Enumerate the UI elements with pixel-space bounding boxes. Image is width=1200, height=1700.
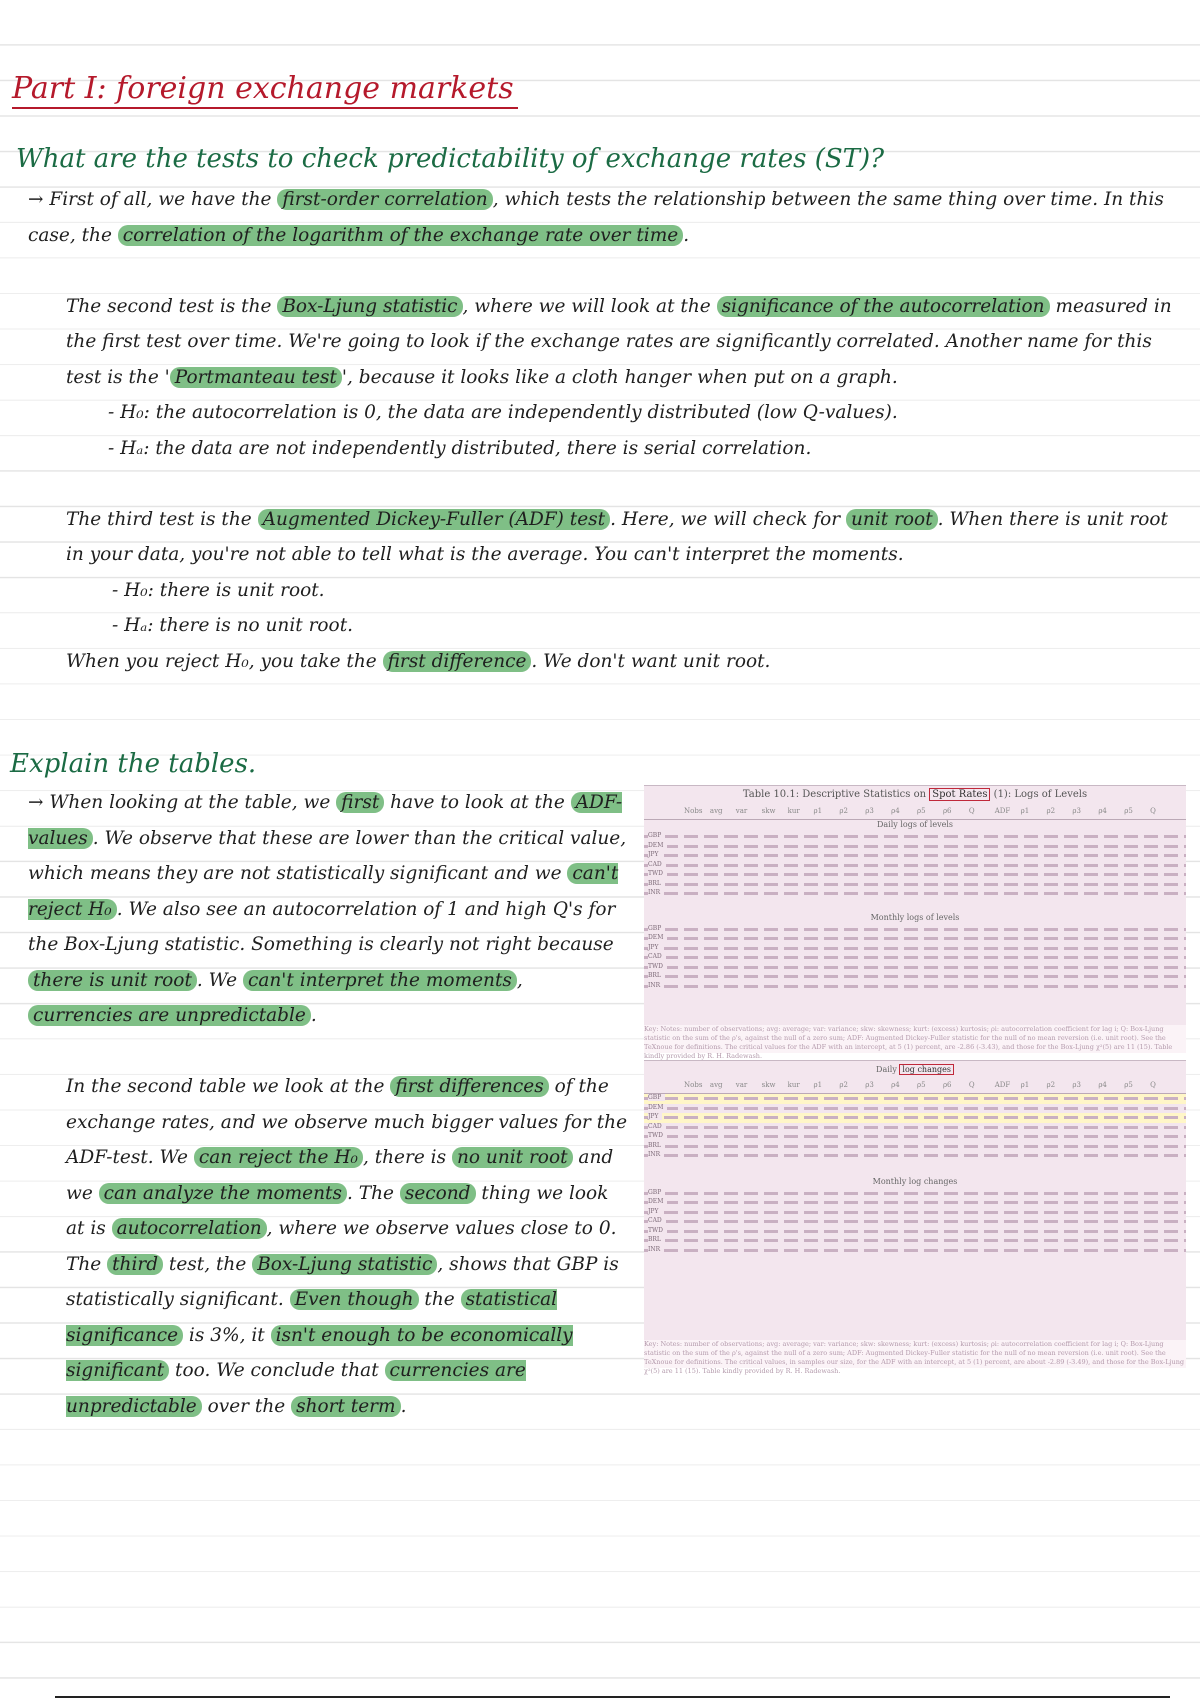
table-row	[644, 982, 1186, 992]
table-spot-rates-changes	[644, 1060, 1186, 1341]
table2-header	[644, 1079, 1186, 1094]
table-row-label: CAD	[648, 1217, 666, 1224]
table-row-label: BRL	[648, 1236, 665, 1243]
table-header-cell: ρ4	[891, 807, 900, 815]
table-row-label: INR	[648, 889, 664, 896]
highlight-log-correlation: correlation of the logarithm of the exchange rate over time	[118, 225, 683, 246]
arrow-icon: →	[28, 189, 44, 210]
table-row-label: GBP	[648, 1094, 665, 1101]
table1-daily-label: Daily logs of levels	[876, 820, 954, 829]
table-row	[644, 1104, 1186, 1114]
paragraph-adf: The third test is the Augmented Dickey-Fuller (ADF) test . Here, we will check for unit root . When there is unit root in your data, you're not able to tell what is the average. You can't interpret the moments.	[66, 508, 1168, 565]
table-header-cell: ρ5	[917, 807, 926, 815]
table2-note: Key: Notes: number of observations; avg: average; var: variance; skw: skewness; kurt: (excess) kurtosis; ρi: autocorrelation coefficient for lag i; Q: Box-Ljung statistic on the sum of the ρ's, against the null of a zero sum; ADF: Augmented Dickey-Fuller statistic for the null of no mean reversion (i.e. unit root). See the TeXnoue for definitions. The critical values, in samples our size, for the ADF with an intercept, at 5 (1) percent, are about -2.89 (-3.49), and those for the Box-Ljung χ²(5) are 11 (15). Table kindly provided by R. H. Radewash.	[644, 1340, 1185, 1375]
table-row-label: INR	[648, 982, 664, 989]
table1-boxed-spot-rates: Spot Rates	[929, 788, 990, 801]
highlight-portmanteau: Portmanteau test	[170, 367, 342, 388]
table-row-label: INR	[648, 1151, 664, 1158]
table-row	[644, 963, 1186, 973]
table-header-cell: Nobs	[684, 807, 703, 815]
highlight-unit-root: unit root	[846, 509, 938, 530]
table-header-cell: avg	[709, 807, 723, 815]
table-row-label: GBP	[648, 832, 665, 839]
bullet-ha-serial-correlation: - Hₐ: the data are not independently distributed, there is serial correlation.	[108, 437, 812, 459]
table-header-cell: ρ3	[865, 807, 874, 815]
table-row	[644, 1094, 1186, 1104]
table-row	[644, 925, 1186, 935]
bullet-h0-autocorrelation: - H₀: the autocorrelation is 0, the data are independently distributed (low Q-values).	[108, 402, 898, 423]
table-row	[644, 1189, 1186, 1199]
table-header-cell: ρ1	[1020, 807, 1030, 815]
table-row	[644, 861, 1186, 871]
paragraph-first-order: → First of all, we have the first-order correlation , which tests the relationship between the same thing over time. In this case, the correlation of the logarithm of the exchange rate over time .	[28, 189, 1164, 246]
table-row	[644, 1246, 1186, 1256]
table-header-cell: kur	[787, 807, 800, 815]
table1-note: Key: Notes: number of observations; avg: average; var: variance; skw: skewness; kurt: (excess) kurtosis; ρi: autocorrelation coefficient for lag i; Q: Box-Ljung statistic on the sum of the ρ's, against the null of a zero sum; ADF: Augmented Dickey-Fuller statistic for the null of no mean reversion (i.e. unit root). See the TeXnoue for definitions. The critical values for the ADF with an intercept, at 5 (1) percent, are -2.86 (-3.43), and those for the Box-Ljung χ²(5) are 11 (15). Table kindly provided by R. H. Radewash.	[644, 1025, 1186, 1053]
table-header-cell: ρ4	[1098, 807, 1107, 815]
table-header-cell: kur	[787, 1081, 800, 1089]
table-header-cell: ρ3	[1072, 1081, 1081, 1089]
table-row-label: TWD	[648, 1132, 667, 1139]
table-row	[644, 842, 1186, 852]
table-header-cell: skw	[761, 1081, 776, 1089]
table-row-label: GBP	[648, 925, 665, 932]
table-row	[644, 1208, 1186, 1218]
arrow-icon: →	[28, 792, 44, 813]
bullet-h0-unit-root: - H₀: there is unit root.	[112, 579, 325, 601]
table-row	[644, 1227, 1186, 1237]
table2-daily-label: Daily log changes	[644, 1061, 1186, 1079]
bullet-ha-no-unit-root: - Hₐ: there is no unit root.	[112, 615, 354, 636]
table-header-cell: var	[735, 807, 748, 815]
table-header-cell: Q	[968, 1081, 975, 1089]
statistics-tables-image	[644, 785, 1186, 1375]
table-header-cell: ρ3	[1072, 807, 1081, 815]
table2-boxed-log-changes: log changes	[899, 1064, 954, 1075]
table-row	[644, 1151, 1186, 1161]
section-heading-tests: What are the tests to check predictability of exchange rates (ST)?	[16, 144, 885, 174]
table-header-cell: avg	[709, 1081, 723, 1089]
table-row-label: TWD	[648, 870, 667, 877]
table-header-cell: ρ1	[1020, 1081, 1030, 1089]
table-row	[644, 944, 1186, 954]
table-header-cell: ρ5	[1124, 807, 1133, 815]
table-row-label: TWD	[648, 1227, 667, 1234]
table-row	[644, 832, 1186, 842]
table-row	[644, 1236, 1186, 1246]
table-row	[644, 1113, 1186, 1123]
table-row	[644, 972, 1186, 982]
table-row-label: CAD	[648, 1123, 666, 1130]
table-row	[644, 889, 1186, 899]
table-row-label: BRL	[648, 1142, 665, 1149]
paragraph-second-table: In the second table we look at the first differences of the exchange rates, and we observe much bigger values for the ADF-test. We can reject the H₀ , there is no unit root and we can analyze the moments . The second thing we look at is autocorrelation , where we observe values close to 0. The third test, the Box-Ljung statistic , shows that GBP is statistically significant. Even though the statistical significance is 3%, it isn't enough to be economically significant too. We conclude that currencies are unpredictable over the short term .	[66, 1076, 628, 1417]
highlight-first-order-correlation: first-order correlation	[277, 189, 492, 210]
table-header-cell: ρ4	[891, 1081, 900, 1089]
table-header-cell: skw	[761, 807, 776, 815]
paragraph-box-ljung: The second test is the Box-Ljung statistic , where we will look at the significance of the autocorrelation measured in the first test over time. We're going to look if the exchange rates are significantly correlated. Another name for this test is the ' Portmanteau test ', because it looks like a cloth hanger when put on a graph.	[66, 295, 1172, 388]
table-header-cell: ρ2	[839, 1081, 848, 1089]
table1-monthly-rows	[644, 925, 1186, 992]
highlight-box-ljung: Box-Ljung statistic	[277, 296, 462, 317]
table-row	[644, 1123, 1186, 1133]
table-row-label: DEM	[648, 842, 667, 849]
table2-monthly-rows	[644, 1189, 1186, 1256]
table-header-cell: ρ4	[1098, 1081, 1107, 1089]
table-header-cell: ADF	[994, 807, 1011, 815]
table-header-cell: ρ2	[1046, 807, 1056, 815]
table2-daily-rows	[644, 1094, 1186, 1161]
table1-daily-rows	[644, 832, 1186, 899]
table-header-cell: Nobs	[684, 1081, 703, 1089]
table-row-label: CAD	[648, 953, 666, 960]
table-row	[644, 1198, 1186, 1208]
highlight-significance-autocorrelation: significance of the autocorrelation	[717, 296, 1050, 317]
table-header-cell: ρ5	[917, 1081, 926, 1089]
table-row	[644, 1132, 1186, 1142]
table-row-label: DEM	[648, 1104, 667, 1111]
table-row-label: CAD	[648, 861, 666, 868]
highlight-first-difference: first difference	[383, 651, 532, 672]
table1-title: Table 10.1: Descriptive Statistics on Spot Rates (1): Logs of Levels	[742, 789, 1088, 800]
table-row	[644, 851, 1186, 861]
table-row-label: BRL	[648, 880, 665, 887]
table-row	[644, 880, 1186, 890]
table-row-label: TWD	[648, 963, 667, 970]
table-row	[644, 1217, 1186, 1227]
table-header-cell: ρ6	[942, 1081, 952, 1089]
highlight-adf-test: Augmented Dickey-Fuller (ADF) test	[258, 509, 611, 530]
table-row-label: DEM	[648, 934, 667, 941]
table-row-label: JPY	[648, 851, 662, 858]
table-row	[644, 934, 1186, 944]
paragraph-first-table: → When looking at the table, we first have to look at the ADF-values . We observe that these are lower than the critical value, which means they are not statistically significant and we can't reject H₀ . We also see an autocorrelation of 1 and high Q's for the Box-Ljung statistic. Something is clearly not right because there is unit root . We can't interpret the moments , currencies are unpredictable .	[28, 792, 627, 1026]
section-heading-tables: Explain the tables.	[10, 749, 257, 779]
table-header-cell: ρ1	[813, 1081, 823, 1089]
table1-monthly-label: Monthly logs of levels	[870, 912, 960, 922]
table2-monthly-label: Monthly log changes	[872, 1176, 958, 1186]
page-bottom-rule	[55, 1696, 1170, 1698]
table-header-cell: ρ3	[865, 1081, 874, 1089]
table-row	[644, 870, 1186, 880]
table-spot-rates-levels	[644, 785, 1186, 1026]
table-row-label: JPY	[648, 1113, 662, 1120]
paragraph-first-difference: When you reject H₀, you take the first difference . We don't want unit root.	[66, 650, 771, 672]
table-row-label: DEM	[648, 1198, 667, 1205]
table-header-cell: ρ1	[813, 807, 823, 815]
table-header-cell: ρ5	[1124, 1081, 1133, 1089]
table-row-label: GBP	[648, 1189, 665, 1196]
tests-text-block	[28, 182, 1186, 679]
table-header-cell: Q	[1150, 1081, 1156, 1089]
table-header-cell: Q	[1150, 807, 1156, 815]
table-row-label: INR	[648, 1246, 664, 1253]
table-row	[644, 953, 1186, 963]
table-header-cell: ADF	[994, 1081, 1011, 1089]
tables-text-block	[28, 785, 628, 1424]
table-header-cell: ρ2	[1046, 1081, 1056, 1089]
table-header-cell: ρ2	[839, 807, 848, 815]
part-title: Part I: foreign exchange markets	[12, 72, 518, 109]
table-row-label: JPY	[648, 1208, 662, 1215]
table-row	[644, 1142, 1186, 1152]
table1-header	[644, 805, 1186, 820]
table-row-label: BRL	[648, 972, 665, 979]
table-header-cell: Q	[968, 807, 975, 815]
table-header-cell: ρ6	[942, 807, 952, 815]
table-row-label: JPY	[648, 944, 662, 951]
table-header-cell: var	[735, 1081, 748, 1089]
